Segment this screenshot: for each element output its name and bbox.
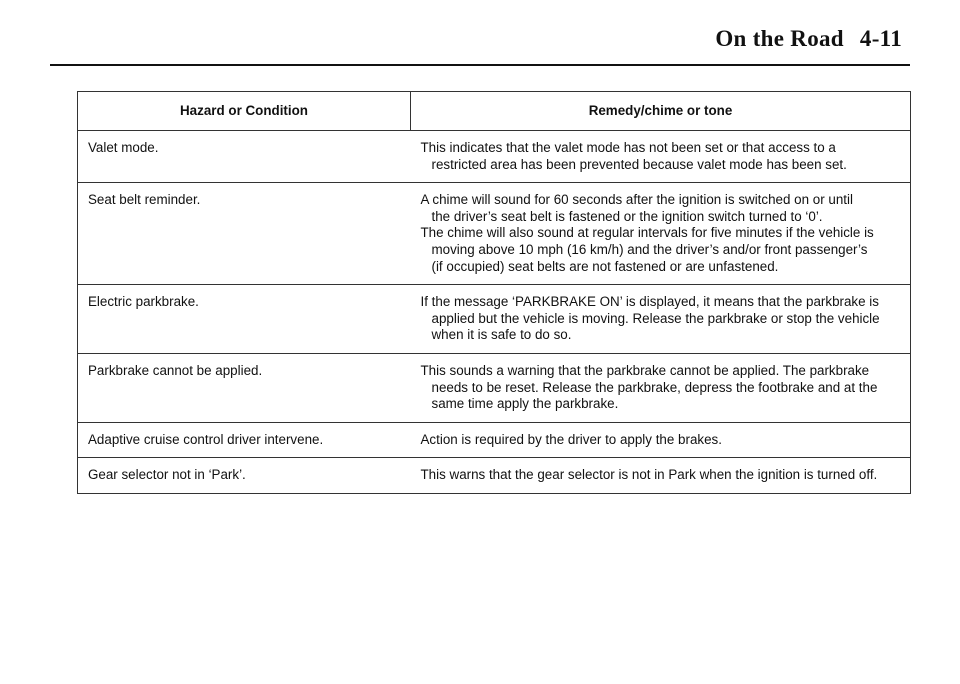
remedy-text-line: needs to be reset. Release the parkbrake, depress the footbrake and at the [431,379,878,395]
hazard-condition-cell: Seat belt reminder. [78,183,411,285]
hazard-condition-cell: Valet mode. [78,131,411,183]
column-header-condition: Hazard or Condition [78,92,411,131]
remedy-text-line: (if occupied) seat belts are not fastened or are unfastened. [431,258,779,274]
remedy-text-line: This indicates that the valet mode has not been set or that access to a [420,140,836,155]
remedy-text-line: Action is required by the driver to apply the brakes. [420,431,722,447]
remedy-cell [411,183,911,285]
column-header-remedy: Remedy/chime or tone [411,92,911,131]
section-title: On the Road [715,26,844,51]
remedy-text-line: If the message ‘PARKBRAKE ON’ is displayed, it means that the parkbrake is [420,294,879,310]
remedy-text-line: This sounds a warning that the parkbrake cannot be applied. The parkbrake [420,362,870,378]
hazard-condition-cell: Gear selector not in ‘Park’. [78,458,411,494]
table-row [78,131,911,183]
remedy-cell [411,285,911,354]
hazard-condition-cell: Electric parkbrake. [78,285,411,354]
hazard-table [77,91,911,494]
table-header-row [78,92,911,131]
remedy-text-line: The chime will also sound at regular intervals for five minutes if the vehicle is [420,225,874,241]
remedy-text-line: the driver’s seat belt is fastened or the ignition switch turned to ‘0’. [431,208,823,224]
remedy-cell [411,131,911,183]
header-rule [50,64,910,66]
table-row [78,183,911,285]
page-header [715,26,902,52]
page-number: 4-11 [859,26,902,51]
remedy-text-line: same time apply the parkbrake. [431,396,619,412]
remedy-cell [411,458,911,494]
hazard-condition-cell: Parkbrake cannot be applied. [78,353,411,422]
table-row [78,458,911,494]
remedy-cell [411,422,911,458]
hazard-condition-cell: Adaptive cruise control driver intervene. [78,422,411,458]
remedy-cell [411,353,911,422]
remedy-text-line: applied but the vehicle is moving. Release the parkbrake or stop the vehicle [431,310,880,326]
remedy-text-line: when it is safe to do so. [431,327,572,343]
table-row [78,285,911,354]
remedy-text-line: restricted area has been prevented because valet mode has been set. [431,156,847,172]
table-row [78,422,911,458]
table-row [78,353,911,422]
remedy-text-line: moving above 10 mph (16 km/h) and the driver’s and/or front passenger’s [431,241,868,257]
remedy-text-line: This warns that the gear selector is not in Park when the ignition is turned off. [420,467,878,483]
remedy-text-line: A chime will sound for 60 seconds after the ignition is switched on or until [420,192,853,208]
